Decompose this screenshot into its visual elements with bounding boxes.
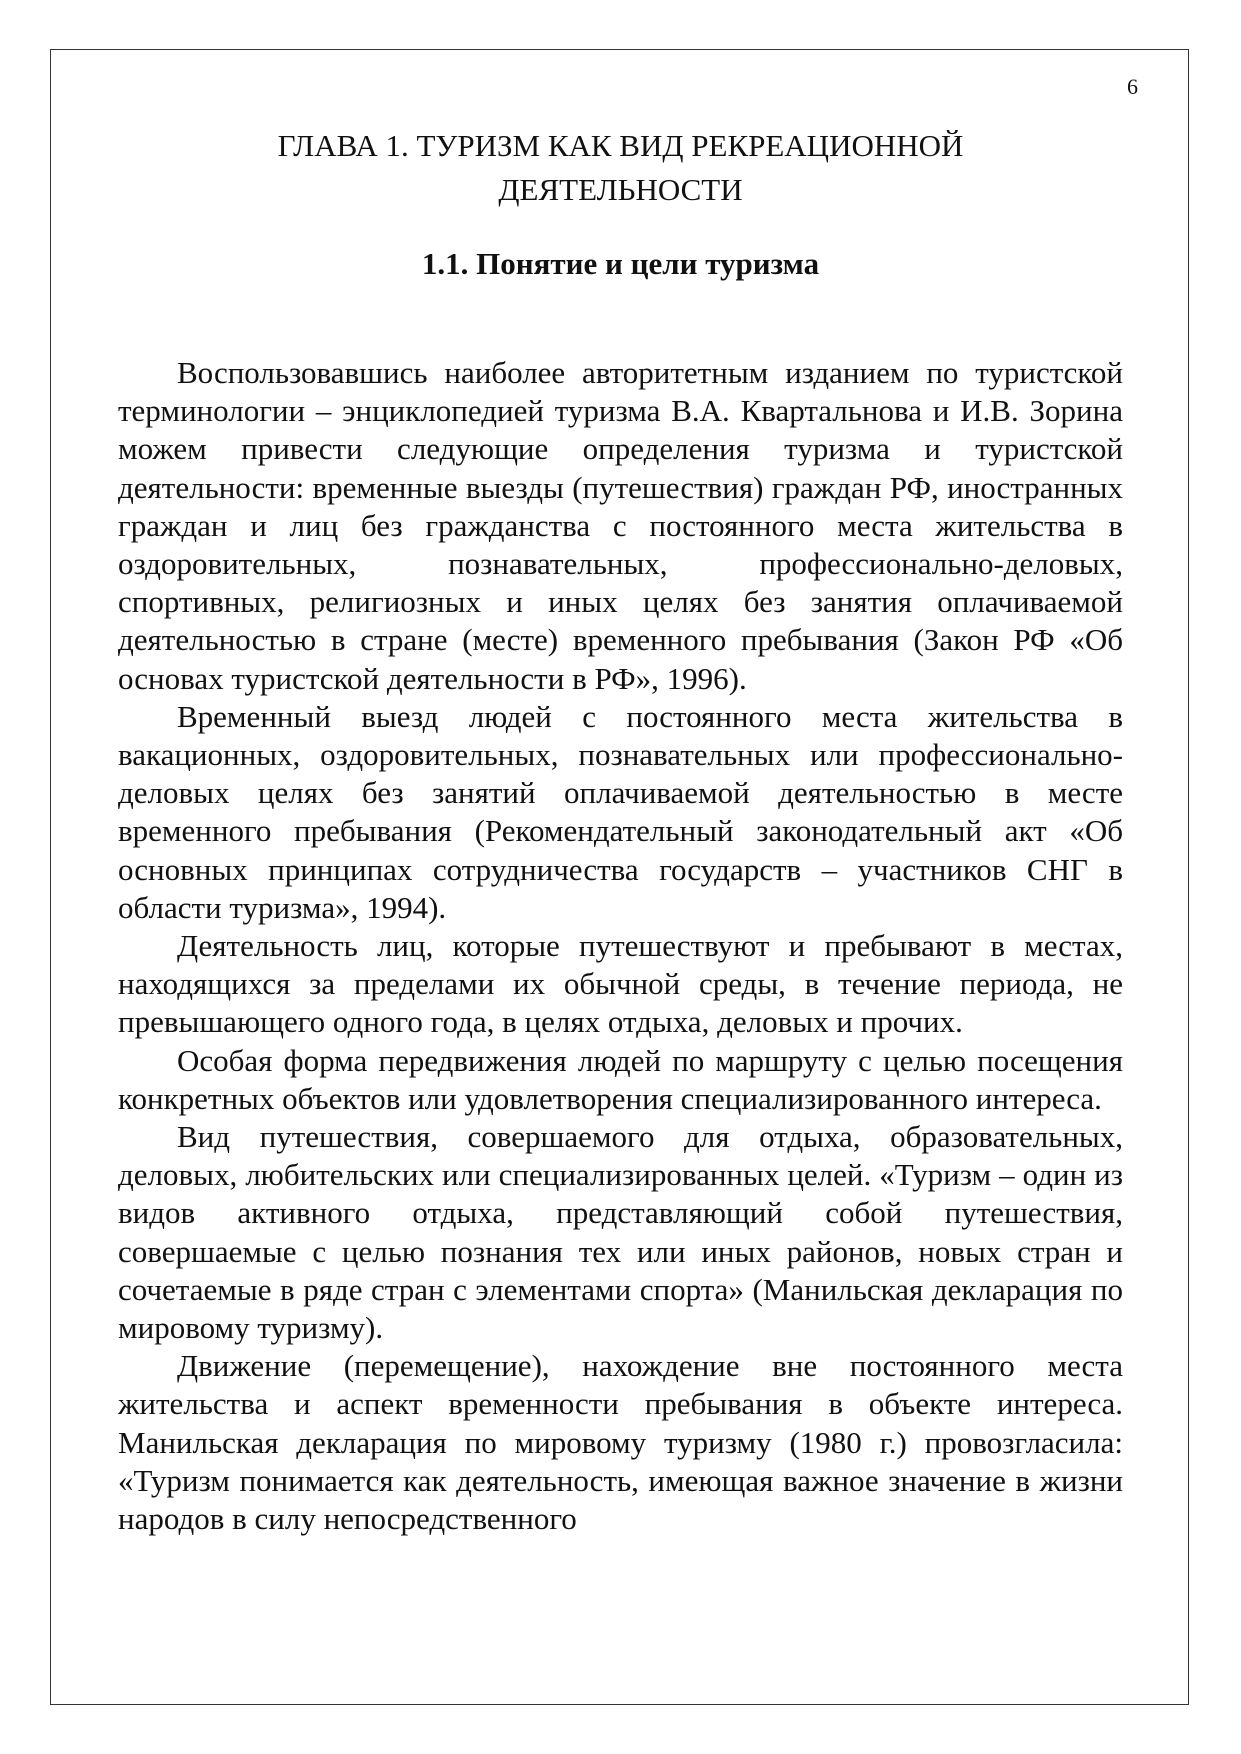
section-title: 1.1. Понятие и цели туризма — [421, 246, 820, 281]
paragraph-4: Особая форма передвижения людей по маршруту с целью посещения конкретных объектов или удовлетворения специализированного интереса. — [118, 1042, 1123, 1116]
body-text — [118, 354, 1123, 1538]
paragraph-5: Вид путешествия, совершаемого для отдыха, образовательных, деловых, любительских или специализированных целей. «Туризм – один из видов активного отдыха, представляющий собой путешествия, совершаемые с целью познания тех или иных районов, новых стран и сочетаемые в ряде стран с элементами спорта» (Манильская декларация по мировому туризму). — [118, 1119, 1123, 1346]
chapter-title-line-2: ДЕЯТЕЛЬНОСТИ — [498, 172, 743, 207]
paragraph-1: Воспользовавшись наиболее авторитетным изданием по туристской терминологии – энциклопедией туризма В.А. Квартальнова и И.В. Зорина можем привести следующие определения туризма и туристской деятельности: временные выезды (путешествия) граждан РФ, иностранных граждан и лиц без гражданства с постоянного места жительства в оздоровительных, познавательных, профессионально-деловых, спортивных, религиозных и иных целях без занятия оплачиваемой деятельностью в стране (месте) временного пребывания (Закон РФ «Об основах туристской деятельности в РФ», 1996). — [118, 355, 1123, 696]
paragraph-6: Движение (перемещение), нахождение вне постоянного места жительства и аспект временности пребывания в объекте интереса. Манильская декларация по мировому туризму (1980 г.) провозгласила: «Туризм понимается как деятельность, имеющая важное значение в жизни народов в силу непосредственного — [118, 1348, 1123, 1537]
paragraph-3: Деятельность лиц, которые путешествуют и пребывают в местах, находящихся за пределами их обычной среды, в течение периода, не превышающего одного года, в целях отдыха, деловых и прочих. — [118, 928, 1123, 1040]
chapter-title — [118, 124, 1123, 212]
page-number: 6 — [1127, 74, 1138, 99]
paragraph-2: Временный выезд людей с постоянного места жительства в вакационных, оздоровительных, познавательных или профессионально-деловых целях без занятий оплачиваемой деятельностью в месте временного пребывания (Рекомендательный законодательный акт «Об основных принципах сотрудничества государств – участников СНГ в области туризма», 1994). — [118, 698, 1123, 925]
chapter-title-line-1: ГЛАВА 1. ТУРИЗМ КАК ВИД РЕКРЕАЦИОННОЙ — [277, 128, 964, 163]
